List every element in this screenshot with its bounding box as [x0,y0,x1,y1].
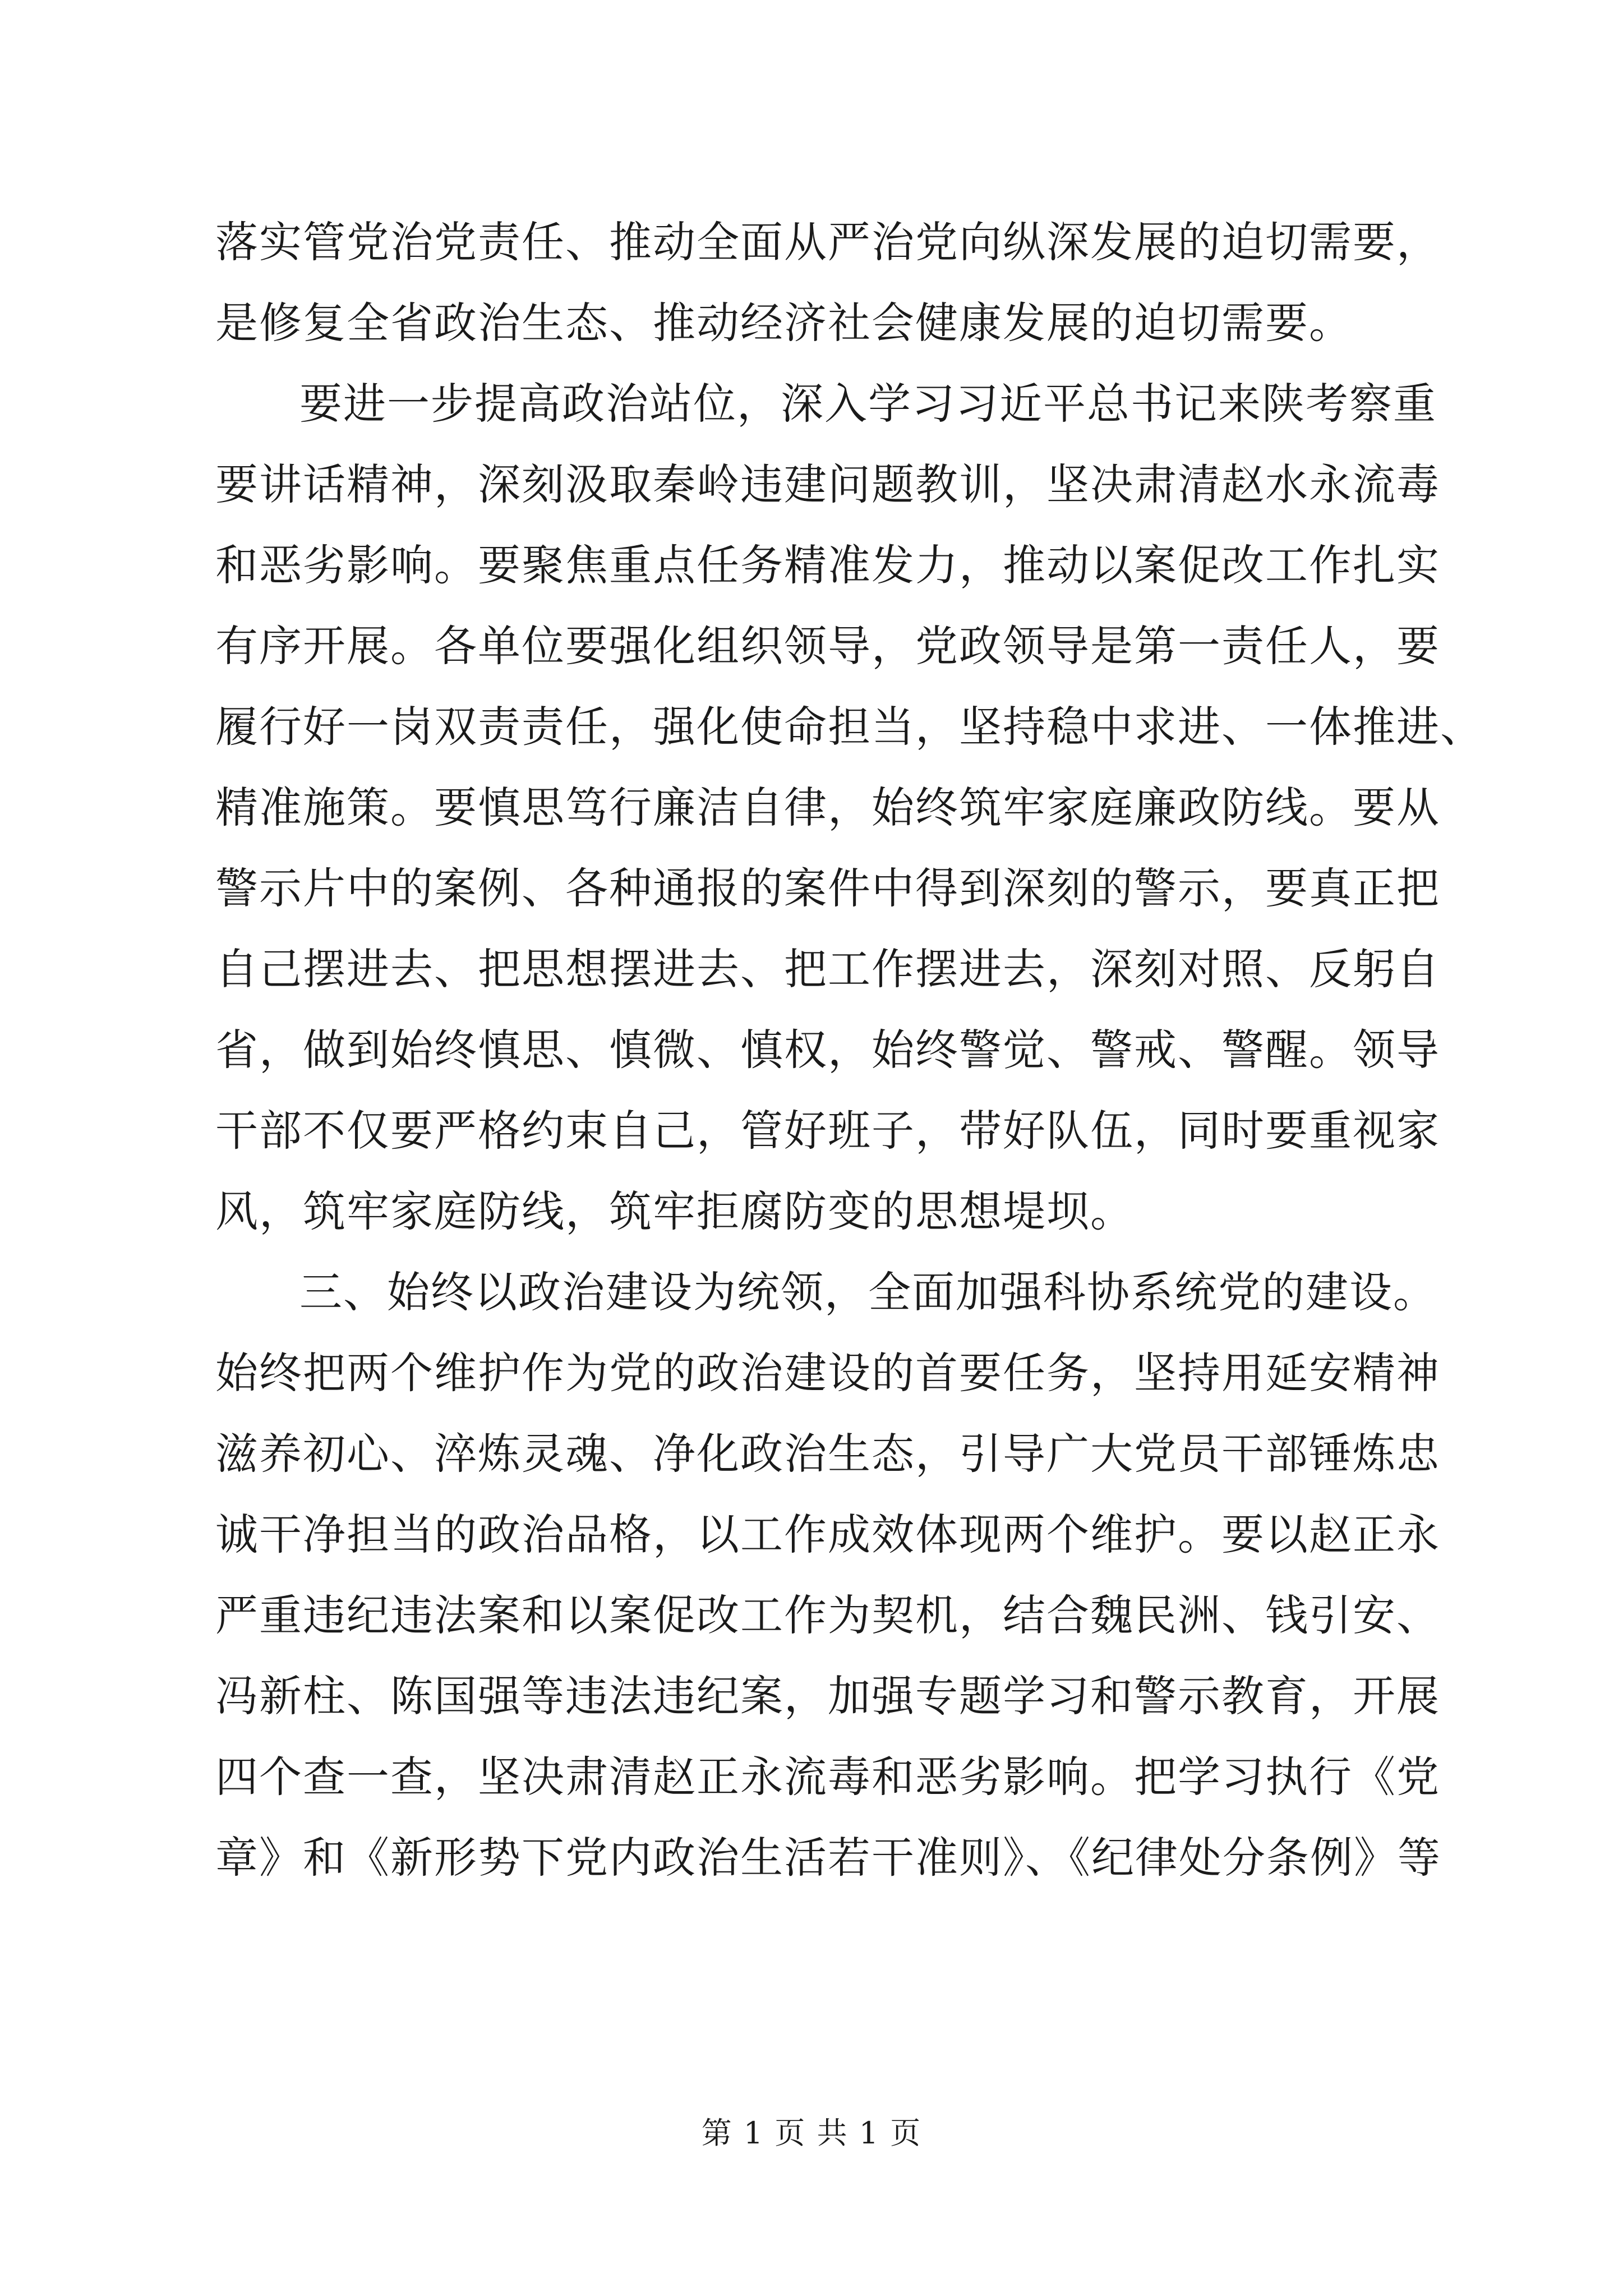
document-body [215,202,1484,1898]
text-line: 履行好一岗双责责任，强化使命担当，坚持稳中求进、一体推进、 [215,702,1484,752]
text-line: 警示片中的案例、各种通报的案件中得到深刻的警示，要真正把 [215,863,1440,913]
text-line: 干部不仅要严格约束自己，管好班子，带好队伍，同时要重视家 [215,1106,1440,1156]
text-line: 有序开展。各单位要强化组织领导，党政领导是第一责任人，要 [215,621,1440,671]
text-line: 精准施策。要慎思笃行廉洁自律，始终筑牢家庭廉政防线。要从 [215,783,1440,832]
text-line: 严重违纪违法案和以案促改工作为契机，结合魏民洲、钱引安、 [215,1590,1440,1640]
text-line: 自己摆进去、把思想摆进去、把工作摆进去，深刻对照、反躬自 [215,944,1440,994]
text-line: 是修复全省政治生态、推动经济社会健康发展的迫切需要。 [215,298,1353,348]
text-line: 风，筑牢家庭防线，筑牢拒腐防变的思想堤坝。 [215,1186,1134,1236]
text-line: 三、始终以政治建设为统领，全面加强科协系统党的建设。 [299,1267,1437,1317]
page-footer: 第 1 页 共 1 页 [701,2115,922,2151]
text-line: 始终把两个维护作为党的政治建设的首要任务，坚持用延安精神 [215,1348,1440,1398]
text-line: 滋养初心、淬炼灵魂、净化政治生态，引导广大党员干部锤炼忠 [215,1429,1440,1479]
text-line: 要讲话精神，深刻汲取秦岭违建问题教训，坚决肃清赵水永流毒 [215,459,1440,509]
text-line: 章》和《新形势下党内政治生活若干准则》、《纪律处分条例》等 [215,1833,1441,1883]
text-line: 冯新柱、陈国强等违法违纪案，加强专题学习和警示教育，开展 [215,1671,1440,1721]
text-line: 和恶劣影响。要聚焦重点任务精准发力，推动以案促改工作扎实 [215,540,1440,590]
text-line: 诚干净担当的政治品格，以工作成效体现两个维护。要以赵正永 [215,1510,1440,1559]
text-line: 要进一步提高政治站位，深入学习习近平总书记来陕考察重 [299,379,1437,429]
text-line: 省，做到始终慎思、慎微、慎权，始终警觉、警戒、警醒。领导 [215,1025,1440,1075]
text-line: 四个查一查，坚决肃清赵正永流毒和恶劣影响。把学习执行《党 [215,1752,1440,1802]
text-line: 落实管党治党责任、推动全面从严治党向纵深发展的迫切需要， [215,217,1440,267]
